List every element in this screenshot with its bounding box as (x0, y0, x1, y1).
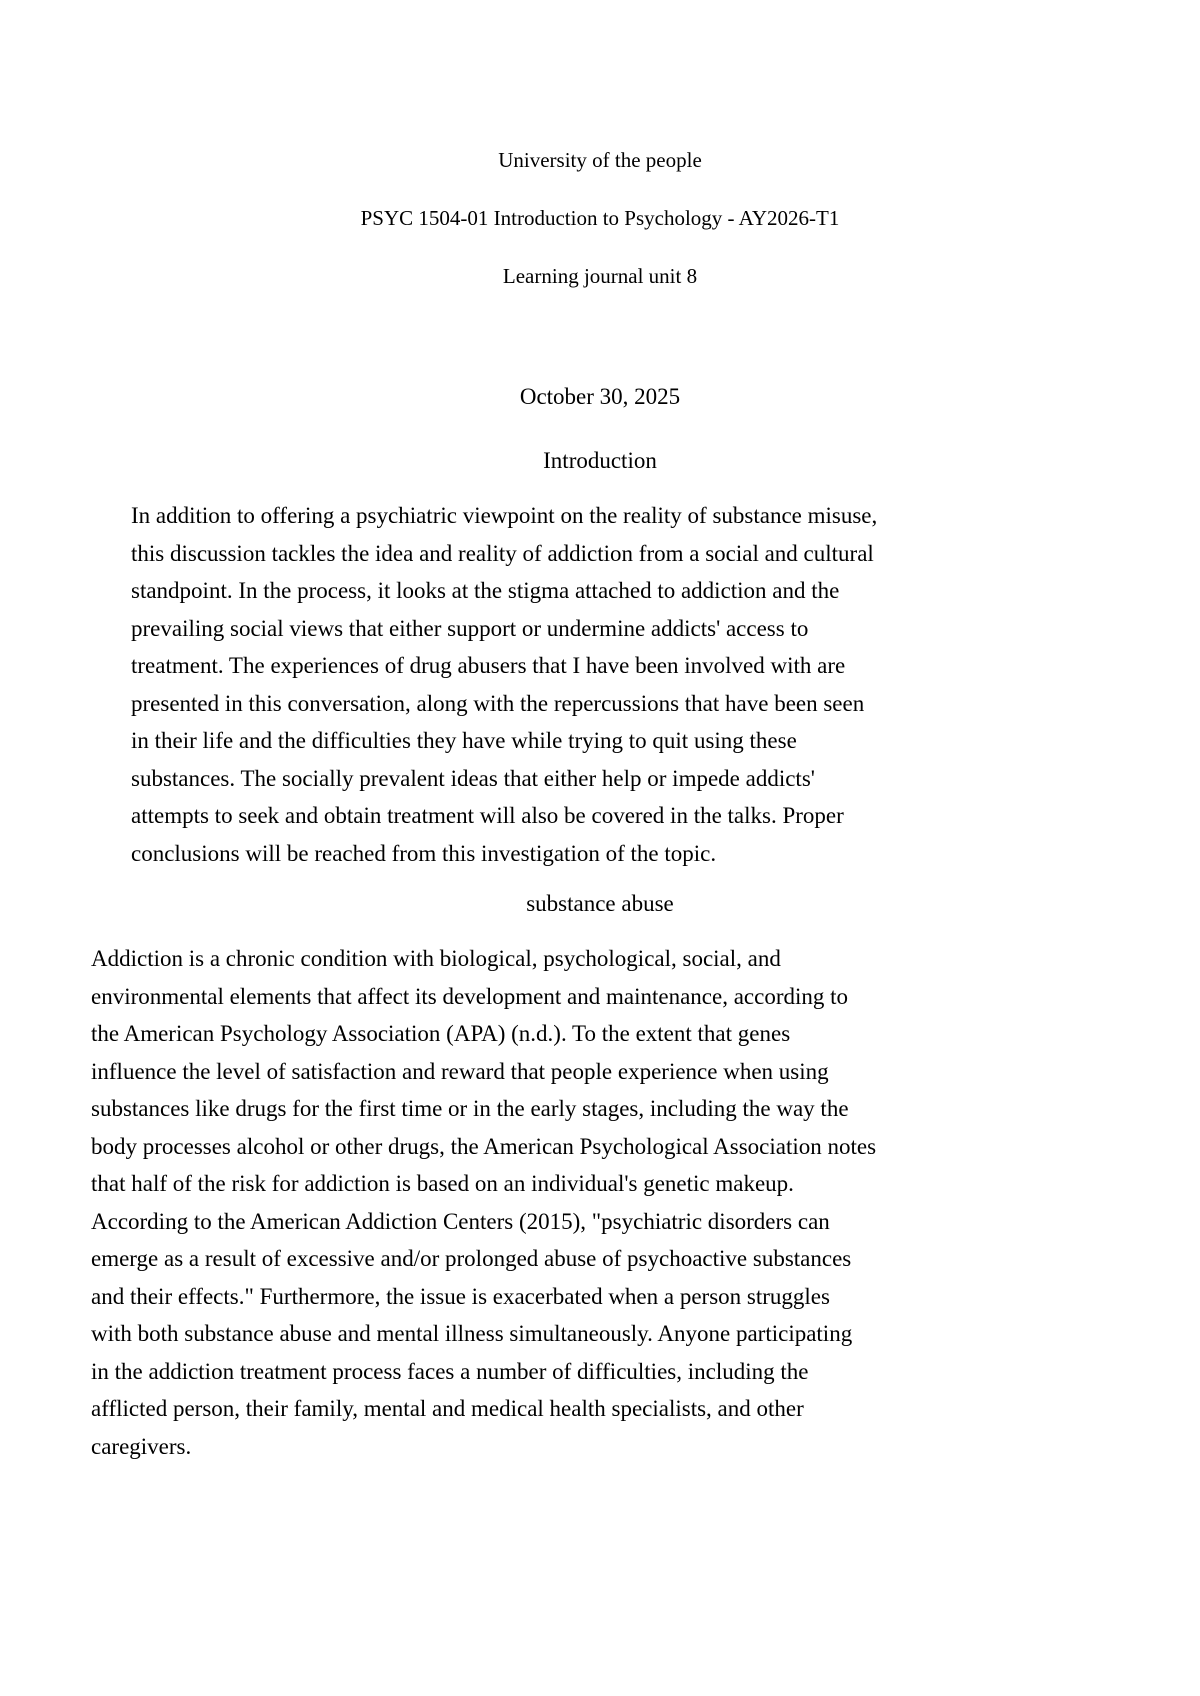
paragraph-line: emerge as a result of excessive and/or prolonged abuse of psychoactive substances (91, 1246, 852, 1271)
paragraph-line: and their effects." Furthermore, the issue is exacerbated when a person struggles (91, 1283, 830, 1309)
paragraph-line: prevailing social views that either support or undermine addicts' access to (131, 615, 809, 641)
paragraph-line: substances like drugs for the first time or in the early stages, including the way the (91, 1096, 849, 1121)
introduction-paragraph (131, 497, 1091, 872)
paragraph-line: influence the level of satisfaction and reward that people experience when using (91, 1058, 829, 1084)
paragraph-line: substances. The socially prevalent ideas that either help or impede addicts' (131, 765, 815, 791)
paragraph-line: that half of the risk for addiction is based on an individual's genetic makeup. (91, 1171, 794, 1196)
paragraph-line: caregivers. (91, 1433, 192, 1459)
paragraph-line: presented in this conversation, along with the repercussions that have been seen (131, 690, 865, 716)
document-date: October 30, 2025 (519, 384, 681, 409)
paragraph-line: According to the American Addiction Centers (2015), "psychiatric disorders can (91, 1208, 830, 1234)
paragraph-line: In addition to offering a psychiatric viewpoint on the reality of substance misuse, (131, 503, 878, 528)
paragraph-line: with both substance abuse and mental illness simultaneously. Anyone participating (91, 1321, 853, 1346)
paragraph-line: in the addiction treatment process faces a number of difficulties, including the (91, 1358, 809, 1384)
paragraph-line: standpoint. In the process, it looks at the stigma attached to addiction and the (131, 578, 840, 603)
substance-abuse-paragraph (91, 940, 1101, 1465)
paragraph-line: in their life and the difficulties they have while trying to quit using these (131, 728, 797, 753)
assignment-title: Learning journal unit 8 (502, 264, 698, 288)
section-heading-substance-abuse: substance abuse (526, 891, 674, 916)
course-title: PSYC 1504-01 Introduction to Psychology - AY2026-T1 (360, 206, 840, 230)
paragraph-line: body processes alcohol or other drugs, the American Psychological Association notes (91, 1133, 877, 1159)
paragraph-line: environmental elements that affect its development and maintenance, according to (91, 983, 849, 1009)
university-name: University of the people (498, 148, 702, 172)
paragraph-line: attempts to seek and obtain treatment will also be covered in the talks. Proper (131, 803, 844, 828)
paragraph-line: this discussion tackles the idea and reality of addiction from a social and cultural (131, 540, 874, 566)
section-heading-introduction: Introduction (543, 448, 657, 473)
paragraph-line: treatment. The experiences of drug abusers that I have been involved with are (131, 653, 846, 678)
paragraph-line: Addiction is a chronic condition with biological, psychological, social, and (91, 946, 781, 971)
paragraph-line: the American Psychology Association (APA) (n.d.). To the extent that genes (91, 1021, 791, 1046)
paragraph-line: afflicted person, their family, mental and medical health specialists, and other (91, 1396, 804, 1421)
paragraph-line: conclusions will be reached from this investigation of the topic. (131, 840, 717, 866)
